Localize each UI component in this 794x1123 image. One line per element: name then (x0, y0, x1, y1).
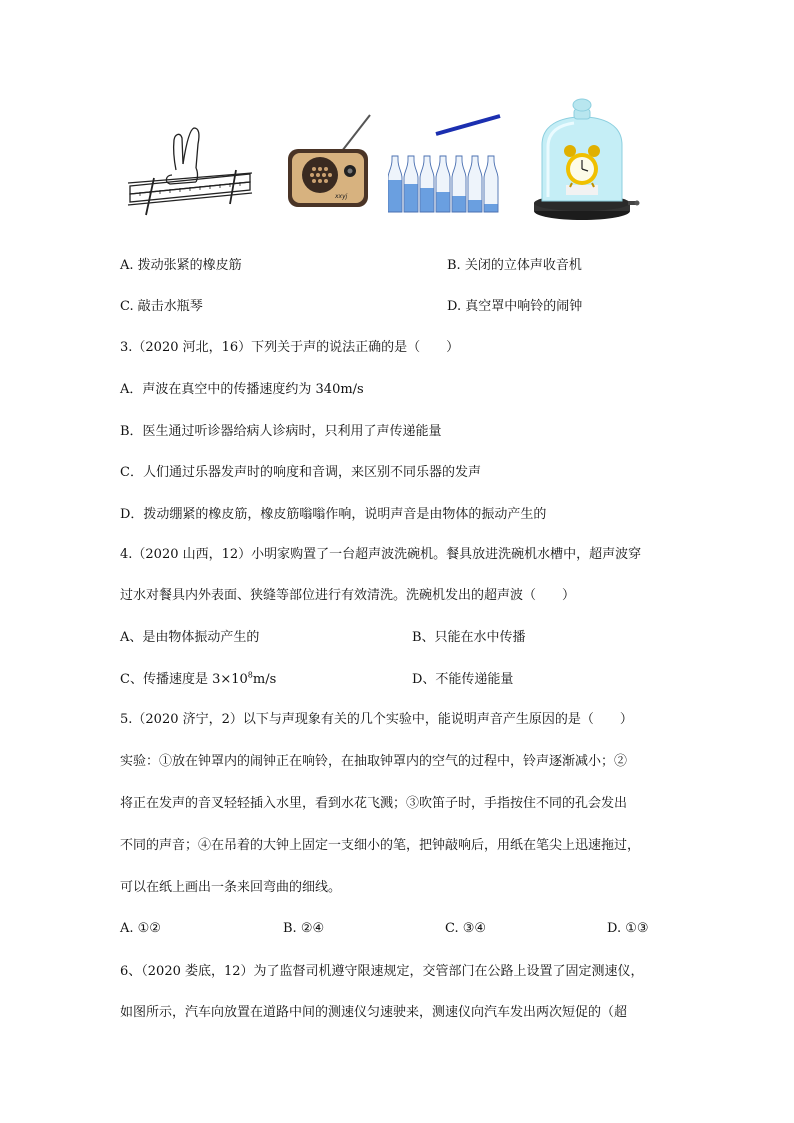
q4-option-b: B、只能在水中传播 (412, 630, 526, 645)
figure-option-d: D. 真空罩中响铃的闹钟 (447, 299, 583, 314)
q5-body-line1: 实验：①放在钟罩内的闹钟正在响铃，在抽取钟罩内的空气的过程中，铃声逐渐减小；② (120, 754, 628, 769)
q4-option-d: D、不能传递能量 (412, 672, 514, 687)
q3-option-a: A．声波在真空中的传播速度约为 340m/s (120, 382, 364, 397)
q5-option-c: C. ③④ (445, 921, 487, 936)
radio-figure (282, 113, 382, 213)
q4-option-a: A、是由物体振动产生的 (120, 630, 260, 645)
q3-option-d: D．拨动绷紧的橡皮筋，橡皮筋嗡嗡作响，说明声音是由物体的振动产生的 (120, 507, 547, 522)
q5-option-a: A. ①② (120, 921, 161, 936)
q4-option-c-suffix: m/s (252, 672, 277, 687)
q5-option-d: D. ①③ (607, 921, 649, 936)
q3-option-b: B．医生通过听诊器给病人诊病时，只利用了声传递能量 (120, 424, 442, 439)
q4-option-c-prefix: C、传播速度是 3×10 (120, 672, 248, 687)
q6-line2: 如图所示，汽车向放置在道路中间的测速仪匀速驶来，测速仪向汽车发出两次短促的（超 (120, 1005, 628, 1020)
figure-option-a: A. 拨动张紧的橡皮筋 (120, 258, 242, 273)
figure-option-b: B. 关闭的立体声收音机 (447, 258, 582, 273)
bell-jar-figure (530, 97, 640, 225)
rubber-band-figure (126, 120, 256, 230)
q5-body-line2: 将正在发声的音叉轻轻插入水里，看到水花飞溅；③吹笛子时，手指按住不同的孔会发出 (120, 796, 628, 811)
figure-row (0, 95, 794, 235)
q6-line1: 6、（2020 娄底，12）为了监督司机遵守限速规定，交管部门在公路上设置了固定测速仪， (120, 964, 644, 979)
q4-option-c-exponent: 8 (247, 670, 253, 680)
q3-option-c: C．人们通过乐器发声时的响度和音调，来区别不同乐器的发声 (120, 465, 481, 480)
figure-option-c: C. 敲击水瓶琴 (120, 299, 203, 314)
q4-stem-line1: 4.（2020 山西，12）小明家购置了一台超声波洗碗机。餐具放进洗碗机水槽中，超声波穿 (120, 547, 642, 562)
q5-stem: 5.（2020 济宁，2）以下与声现象有关的几个实验中，能说明声音产生原因的是（ ） (120, 712, 633, 727)
radio-brand-text: xxyj (335, 193, 348, 200)
q5-option-b: B. ②④ (283, 921, 325, 936)
water-bottles-figure (388, 110, 506, 222)
q4-stem-line2: 过水对餐具内外表面、狭缝等部位进行有效清洗。洗碗机发出的超声波（ ） (120, 588, 576, 603)
q4-option-c (120, 671, 276, 689)
q3-stem: 3.（2020 河北，16）下列关于声的说法正确的是（ ） (120, 340, 460, 355)
q5-body-line4: 可以在纸上画出一条来回弯曲的细线。 (120, 880, 342, 895)
q5-body-line3: 不同的声音；④在吊着的大钟上固定一支细小的笔，把钟敲响后，用纸在笔尖上迅速拖过， (120, 838, 641, 853)
